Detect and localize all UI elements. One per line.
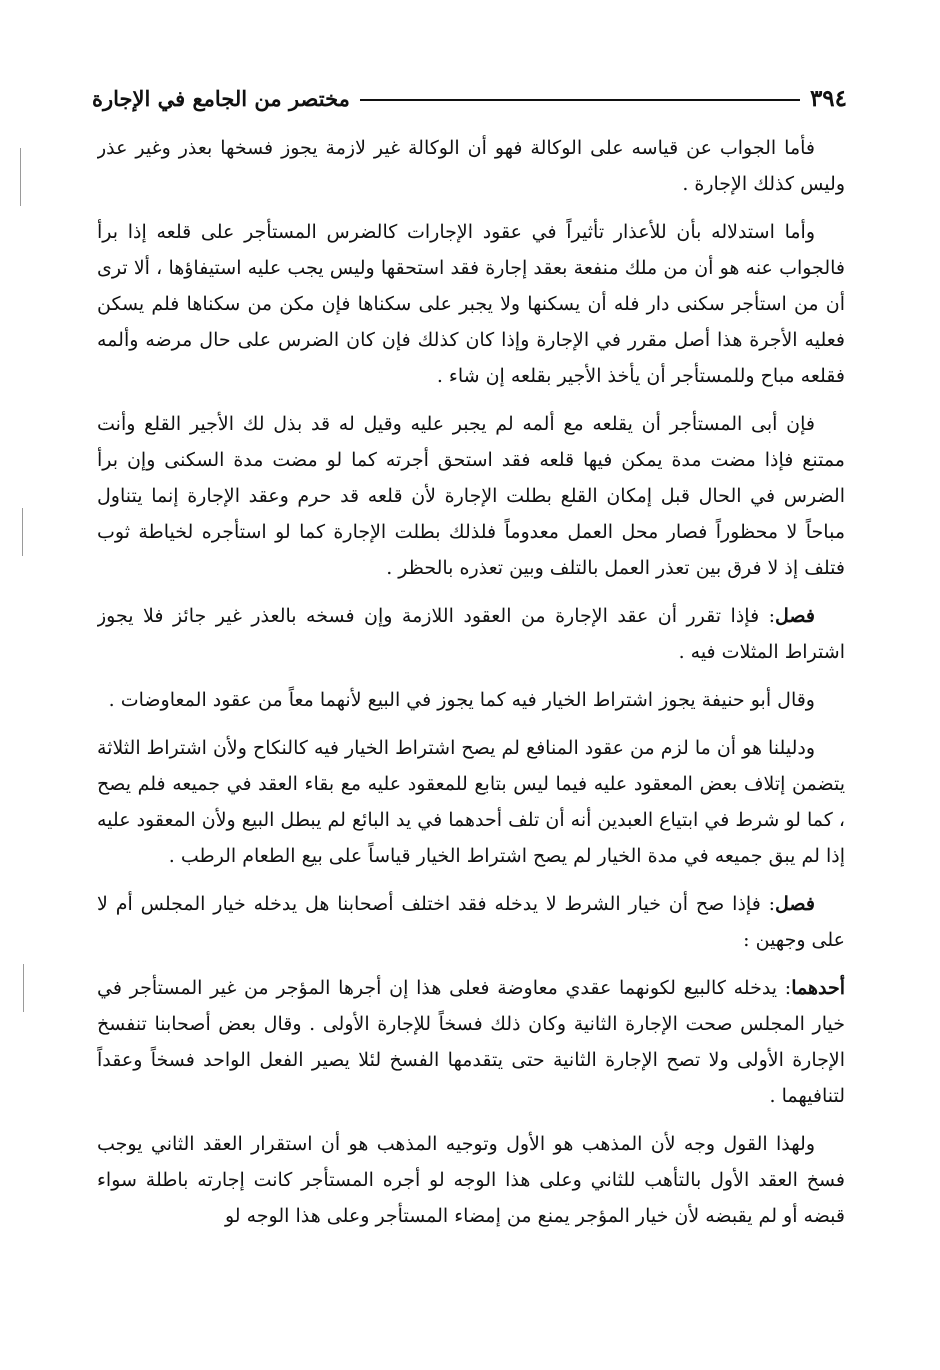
paragraph: أحدهما: يدخله كالبيع لكونهما عقدي معاوضة فعلى هذا إن أجرها المؤجر من غير المستأجر في خيار المجلس صحت الإجارة الثانية وكان ذلك فسخاً للإجارة الأولى . وقال بعض أصحابنا تنفسخ الإجارة الأولى ولا تصح الإجارة الثانية حتى يتقدمها الفسخ لئلا يصير الفعل الواحد فسخاً وعقداً لتنافيهما . xyxy=(97,977,845,1107)
header-rule xyxy=(360,99,800,101)
section-heading: فصل xyxy=(775,605,815,627)
paragraph: وقال أبو حنيفة يجوز اشتراط الخيار فيه كما يجوز في البيع لأنهما معاً من عقود المعاوضات . xyxy=(108,689,815,711)
page-header xyxy=(92,78,847,118)
paragraph: ولهذا القول وجه لأن المذهب هو الأول وتوجيه المذهب هو أن استقرار العقد الثاني يوجب فسخ العقد الأول بالتأهب للثاني وعلى هذا الوجه لو أجره المستأجر كانت إجارته باطلة سواء قبضه أو لم يقبضه لأن خيار المؤجر يمنع من إمضاء المستأجر وعلى هذا الوجه لو xyxy=(97,1133,845,1227)
section-paragraph: فصل: فإذا تقرر أن عقد الإجارة من العقود اللازمة وإن فسخه بالعذر غير جائز فلا يجوز اشتراط المثلات فيه . xyxy=(97,605,845,663)
first-aspect-heading: أحدهما xyxy=(791,977,845,999)
scan-margin-line xyxy=(23,964,24,1012)
section-heading: فصل xyxy=(775,893,815,915)
running-title: مختصر من الجامع في الإجارة xyxy=(92,85,350,111)
scan-margin-line xyxy=(20,148,21,206)
paragraph: وأما استدلاله بأن للأعذار تأثيراً في عقود الإجارات كالضرس المستأجر على قلعه إذا برأ فالجواب عنه هو أن من ملك منفعة بعقد إجارة فقد استحقها وليس يجب عليه استيفاؤها ، ألا ترى أن من استأجر سكنى دار فله أن يسكنها ولا يجبر على سكناها فإن مكن من سكناها فلم يسكن فعليه الأجرة هذا أصل مقرر في الإجارة وإذا كان كذلك فإن كان الضرس على حال مرضه وألمه فقلعه مباح وللمستأجر أن يأخذ الأجير بقلعه إن شاء . xyxy=(97,221,845,387)
paragraph: فأما الجواب عن قياسه على الوكالة فهو أن الوكالة غير لازمة يجوز فسخها بعذر وغير عذر وليس كذلك الإجارة . xyxy=(97,137,845,195)
section-paragraph: فصل: فإذا صح أن خيار الشرط لا يدخله فقد اختلف أصحابنا هل يدخله خيار المجلس أم لا على وجهين : xyxy=(97,893,845,951)
page-body xyxy=(97,130,845,1340)
page-number: ٣٩٤ xyxy=(809,84,847,112)
scan-margin-line xyxy=(22,508,23,556)
paragraph: ودليلنا هو أن ما لزم من عقود المنافع لم يصح اشتراط الخيار فيه كالنكاح ولأن اشتراط الثلاثة يتضمن إتلاف بعض المعقود عليه فيما ليس بتابع للمعقود عليه مع بقاء العقد في جميعه فلم يصح ، كما لو شرط في ابتياع العبدين أنه أن تلف أحدهما في يد البائع لم يبطل البيع ولأن المعقود عليه إذا لم يبق جميعه في مدة الخيار لم يصح اشتراط الخيار قياساً على بيع الطعام الرطب . xyxy=(97,737,845,867)
paragraph: فإن أبى المستأجر أن يقلعه مع ألمه لم يجبر عليه وقيل له قد بذل لك الأجير القلع وأنت ممتنع فإذا مضت مدة يمكن فيها قلعه فقد استحق أجرته كما لو مضت مدة السكنى وإن برأ الضرس في الحال قبل إمكان القلع بطلت الإجارة لأن قلعه قد حرم وعقد الإجارة إنما يتناول مباحاً لا محظوراً فصار محل العمل معدوماً فلذلك بطلت الإجارة كما لو استأجره لخياطة ثوب فتلف إذ لا فرق بين تعذر العمل بالتلف وبين تعذره بالحظر . xyxy=(97,413,845,579)
